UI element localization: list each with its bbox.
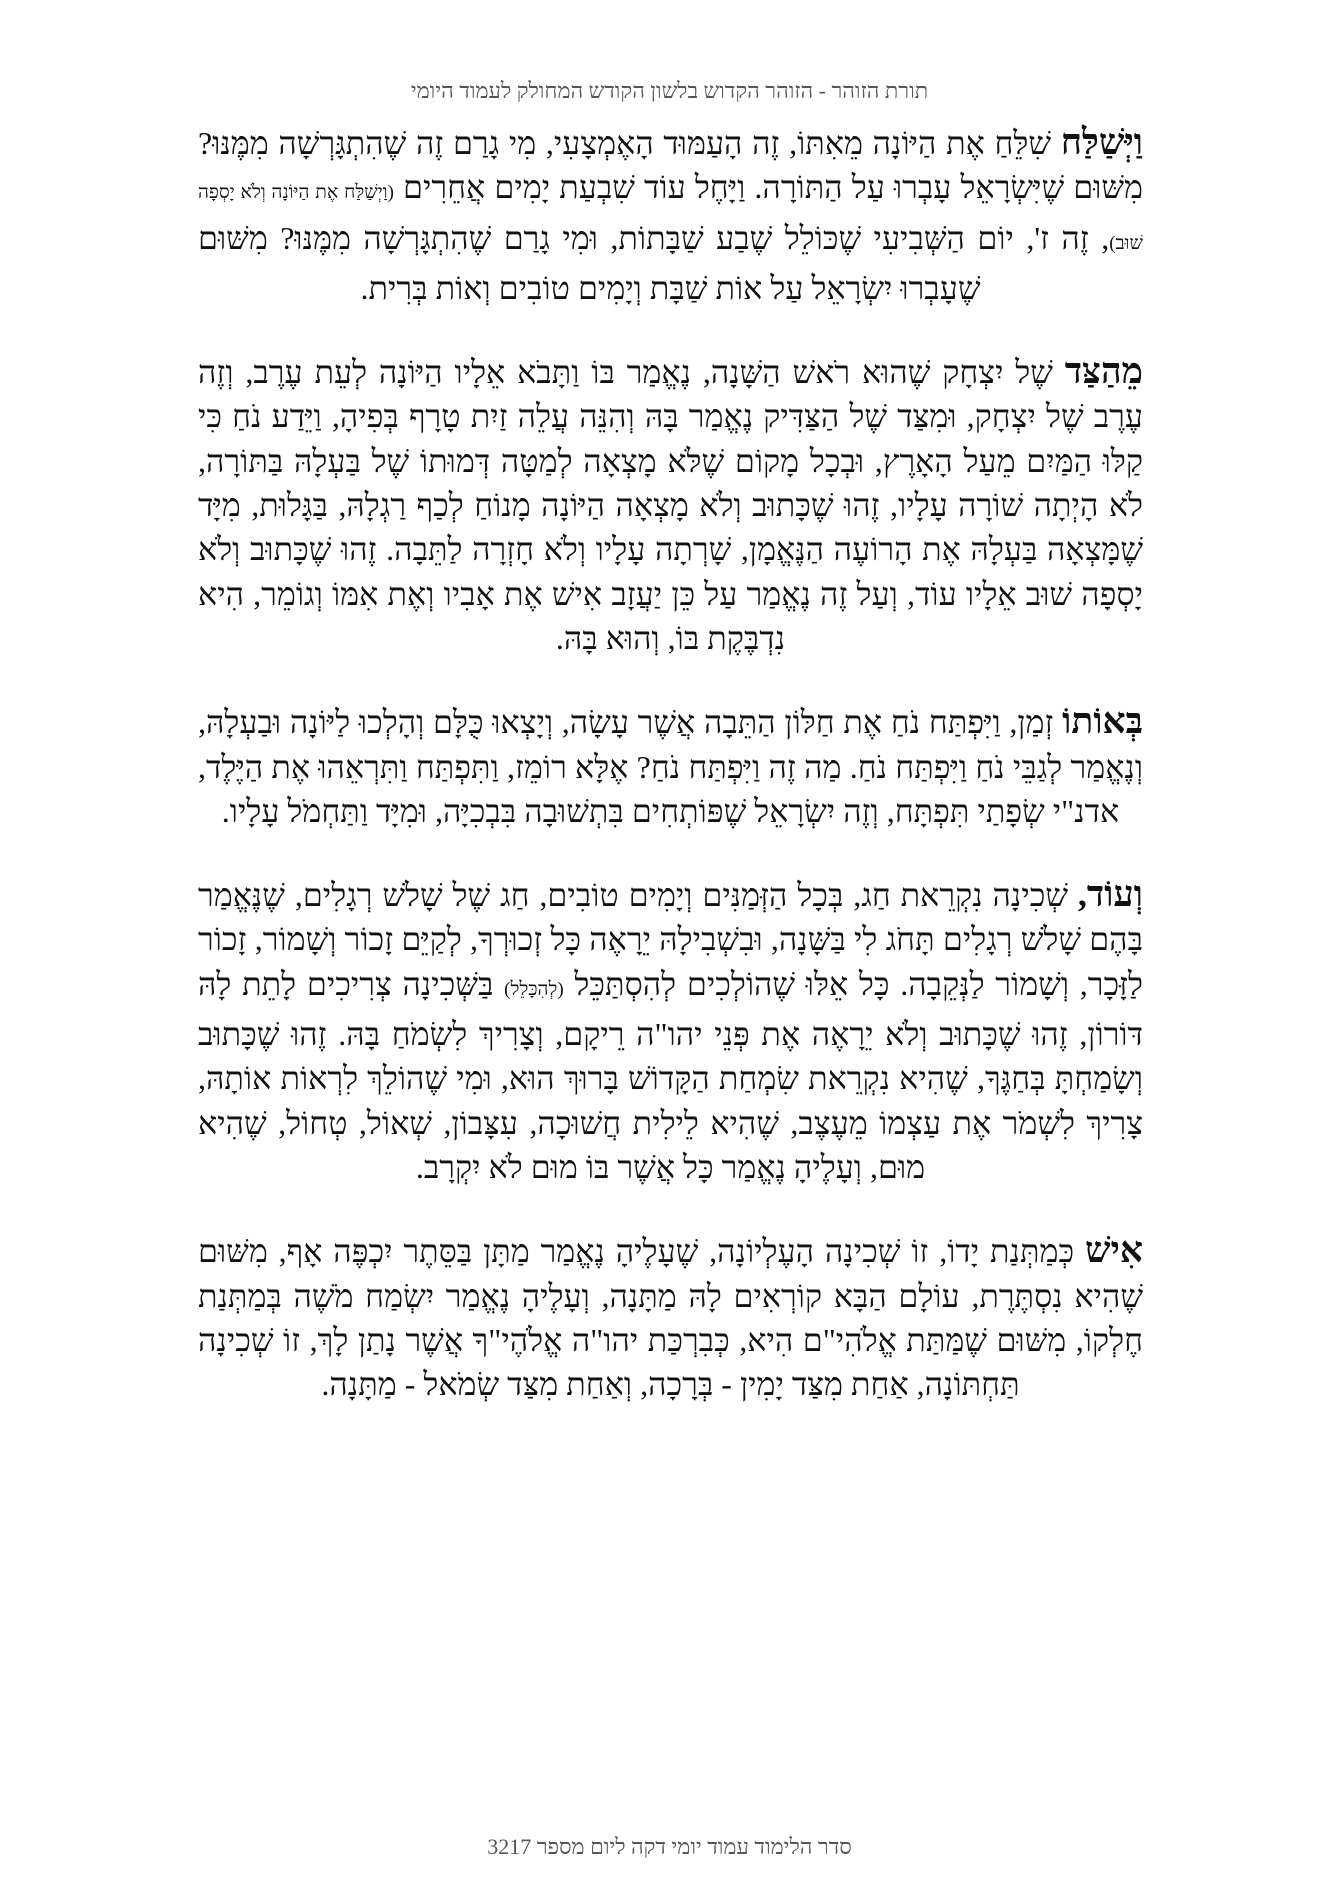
paragraph-4 [198,872,1143,1189]
paragraph-text: שֶׁל יִצְחָק שֶׁהוּא רֹאשׁ הַשָּׁנָה, נֶאֱמַר בּוֹ וַתָּבֹא אֵלָיו הַיּוֹנָה לְעֵת עֶרֶב, וְזֶה עֶרֶב שֶׁל יִצְחָק, וּמִצַּד שֶׁל הַצַּדִּיק נֶאֱמַר בָּהּ וְהִנֵּה עֲלֵה זַיִת טָרָף בְּפִיהָ, וַיֵּדַע נֹחַ כִּי קַלּוּ הַמַּיִם מֵעַל הָאָרֶץ, וּבְכָל מָקוֹם שֶׁלֹּא מָצְאָה לְמַטָּה דְּמוּתוֹ שֶׁל בַּעְלָהּ בַּתּוֹרָה, לֹא הָיְתָה שׁוֹרָה עָלָיו, זֶהוּ שֶׁכָּתוּב וְלֹא מָצְאָה הַיּוֹנָה מָנוֹחַ לְכַף רַגְלָהּ, בַּגָּלוּת, מִיָּד שֶׁמָּצְאָה בַּעְלָהּ אֶת הָרוֹעֶה הַנֶּאֱמָן, שָׁרְתָה עָלָיו וְלֹא חָזְרָה לַתֵּבָה. זֶהוּ שֶׁכָּתוּב וְלֹא יָסְפָה שׁוּב אֵלָיו עוֹד, וְעַל זֶה נֶאֱמַר עַל כֵּן יַעֲזָב אִישׁ אֶת אָבִיו וְאֶת אִמּוֹ וְגוֹמֵר, הִיא נִדְבֶּקֶת בּוֹ, וְהוּא בָּהּ. [198,354,1143,656]
paragraph-lead-word: וְעוֹד, [1077,874,1143,915]
paragraph-note: (לְהִכָּלֵל) [504,978,564,1000]
paragraph-text: כְּמַתְּנַת יָדוֹ, זוֹ שְׁכִינָה הָעֶלְיוֹנָה, שֶׁעָלֶיהָ נֶאֱמַר מַתָּן בַּסֵּתֶר יִכְפֶּה אָף, מִשּׁוּם שֶׁהִיא נִסְתֶּרֶת, עוֹלָם הַבָּא קוֹרְאִים לָהּ מַתָּנָה, וְעָלֶיהָ נֶאֱמַר יִשְׂמַח מֹשֶׁה בְּמַתְּנַת חֶלְקוֹ, מִשּׁוּם שֶׁמַּתַּת אֱלֹהִי"ם הִיא, כְּבִרְכַּת יהו"ה אֱלֹהֶי"ךָ אֲשֶׁר נָתַן לָךְ, זוֹ שְׁכִינָה תַּחְתּוֹנָה, אַחַת מִצַּד יָמִין - בְּרָכָה, וְאַחַת מִצַּד שְׂמֹאל - מַתָּנָה. [198,1233,1143,1403]
running-footer: סדר הלימוד עמוד יומי דקה ליום מספר 3217 [487,1834,852,1859]
paragraph-lead-word: אִישׁ [1084,1230,1143,1271]
paragraph-text-cont: בַּשְּׁכִינָה צְרִיכִים לָתֵת לָהּ דּוֹרוֹן, זֶהוּ שֶׁכָּתוּב וְלֹא יֵרָאֶה אֶת פְּנֵי יהו"ה רֵיקָם, וְצָרִיךְ לִשְׂמֹחַ בָּהּ. זֶהוּ שֶׁכָּתוּב וְשָׂמַחְתָּ בְּחַגֶּךָ, שֶׁהִיא נִקְרֵאת שִׂמְחַת הַקָּדוֹשׁ בָּרוּךְ הוּא, וּמִי שֶׁהוֹלֵךְ לִרְאוֹת אוֹתָהּ, צָרִיךְ לִשְׁמֹר אֶת עַצְמוֹ מֵעֶצֶב, שֶׁהִיא לֵילִית חֲשׁוּכָה, עִצָּבוֹן, שְׁאוֹל, טְחוֹל, שֶׁהִיא מוּם, וְעָלֶיהָ נֶאֱמַר כָּל אֲשֶׁר בּוֹ מוּם לֹא יִקְרָב. [198,965,1143,1185]
paragraph-2 [198,349,1143,660]
running-header: תורת הזוהר - הזוהר הקדוש בלשון הקודש המחולק לעמוד היומי [410,78,929,103]
paragraph-text: שְׁכִינָה נִקְרֵאת חַג, בְּכָל הַזְּמַנִּים וְיָמִים טוֹבִים, חַג שֶׁל שָׁלֹשׁ רְגָלִים, שֶׁנֶּאֱמַר בָּהֶם שָׁלֹשׁ רְגָלִים תָּחֹג לִי בַּשָּׁנָה, וּבִשְׁבִילָהּ יֵרָאֶה כָּל זְכוּרְךָ, לְקַיֵּם זָכוֹר וְשָׁמוֹר, זָכוֹר לַזָּכָר, וְשָׁמוֹר לַנְּקֵבָה. כָּל אֵלּוּ שֶׁהוֹלְכִים לְהִסְתַּכֵּל [198,877,1144,1002]
paragraph-lead-word: בְּאוֹתוֹ [1062,701,1143,742]
paragraph-note: (וַיְשַׁלַּח אֶת הַיּוֹנָה וְלֹא יָסְפָה שׁוּב) [198,182,1143,254]
body-text [198,120,1143,1445]
paragraph-text-cont: , זֶה ז', יוֹם הַשְּׁבִיעִי שֶׁכּוֹלֵל שֶׁבַע שַׁבָּתוֹת, וּמִי גָרַם שֶׁהִתְגָּרְשָׁה מִמֶּנּוּ? מִשּׁוּם שֶׁעָבְרוּ יִשְׂרָאֵל עַל אוֹת שַׁבָּת וְיָמִים טוֹבִים וְאוֹת בְּרִית. [198,219,1110,306]
paragraph-lead-word: מֵהַצַּד [1064,351,1143,392]
paragraph-text: שִׁלֵּחַ אֶת הַיּוֹנָה מֵאִתּוֹ, זֶה הָעַמּוּד הָאֶמְצָעִי, מִי גָרַם זֶה שֶׁהִתְגָּרְשָׁה מִמֶּנּוּ? מִשּׁוּם שֶׁיִּשְׂרָאֵל עָבְרוּ עַל הַתּוֹרָה. וַיָּחֶל עוֹד שִׁבְעַת יָמִים אֲחֵרִים [198,125,1144,206]
paragraph-5 [198,1228,1143,1406]
paragraph-lead-word: וַיְּשַׁלַּח [1060,122,1143,162]
paragraph-1 [198,120,1143,310]
paragraph-text: זְמַן, וַיִּפְתַּח נֹחַ אֶת חַלּוֹן הַתֵּבָה אֲשֶׁר עָשָׂה, וְיָצְאוּ כֻּלָּם וְהָלְכוּ לַיּוֹנָה וּבַעְלָהּ, וְנֶאֱמַר לְגַבֵּי נֹחַ וַיִּפְתַּח נֹחַ. מַה זֶה וַיִּפְתַּח נֹחַ? אֶלָּא רוֹמֵז, וַתִּפְתַּח וַתִּרְאֵהוּ אֶת הַיֶּלֶד, אדנ"י שְׂפָתַי תִּפְתָּח, וְזֶה יִשְׂרָאֵל שֶׁפּוֹתְחִים בִּתְשׁוּבָה בִּבְכִיָּה, וּמִיָּד וַתַּחְמֹל עָלָיו. [198,704,1143,829]
paragraph-3 [198,699,1143,833]
